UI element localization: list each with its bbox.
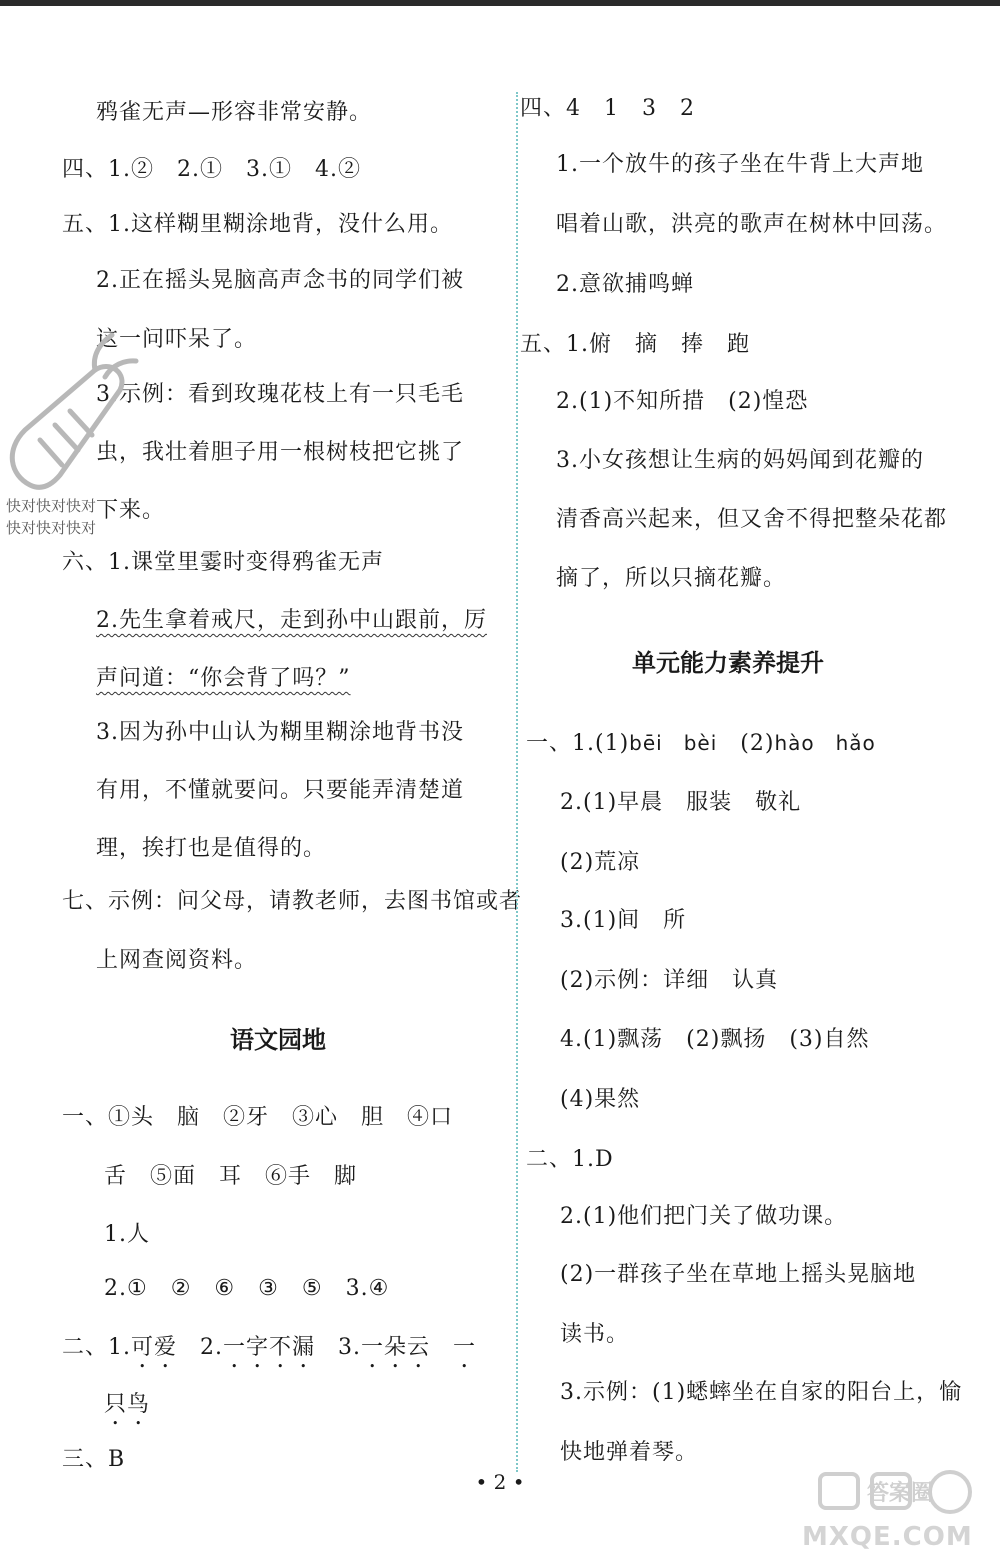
- text-line: 上网查阅资料。: [96, 948, 258, 973]
- section-heading: 单元能力素养提升: [632, 649, 824, 677]
- text-line: 这一问吓呆了。: [96, 327, 258, 352]
- carrot-watermark-icon: [0, 325, 140, 505]
- line-number: (2): [717, 731, 775, 756]
- pinyin-pair: bēi bèi: [629, 731, 718, 755]
- dotted-word: 一字不漏: [223, 1335, 316, 1360]
- text-line: 3.示例：(1)蟋蟀坐在自家的阳台上，愉: [560, 1380, 963, 1405]
- text-line: 4.(1)飘荡 (2)飘扬 (3)自然: [560, 1027, 870, 1052]
- text-line: 一、①头 脑 ②牙 ③心 胆 ④口: [62, 1105, 454, 1130]
- dotted-word: 一: [430, 1335, 477, 1360]
- section-heading: 语文园地: [230, 1026, 326, 1054]
- text-line: 鸦雀无声—形容非常安静。: [96, 100, 373, 125]
- watermark-text: 快对快对快对: [6, 497, 97, 515]
- page-number: • 2 •: [475, 1470, 525, 1494]
- text-line: 2.① ② ⑥ ③ ⑤ 3.④: [104, 1276, 390, 1301]
- brand-logo-text: 答案圈: [866, 1481, 934, 1506]
- text-line: 2.(1)早晨 服装 敬礼: [560, 790, 802, 815]
- line-prefix: 一、1.(1): [526, 731, 630, 756]
- text-line: 理，挨打也是值得的。: [96, 836, 327, 861]
- dotted-word: 一朵云: [361, 1335, 431, 1360]
- pinyin-pair: hào hǎo: [774, 731, 876, 755]
- text-line: 唱着山歌，洪亮的歌声在树林中回荡。: [556, 212, 948, 237]
- text-line: 四、1.② 2.① 3.① 4.②: [62, 157, 361, 182]
- text-line: 四、4 1 3 2: [520, 96, 695, 121]
- brand-url: MXQE.COM: [802, 1522, 973, 1552]
- text-line: 快地弹着琴。: [560, 1440, 699, 1465]
- text-line: 舌 ⑤面 耳 ⑥手 脚: [104, 1164, 358, 1189]
- dotted-word: 只鸟: [104, 1392, 151, 1417]
- text-line: 五、1.这样糊里糊涂地背，没什么用。: [62, 212, 453, 237]
- text-line: 三、B: [62, 1447, 126, 1472]
- text-line: 六、1.课堂里霎时变得鸦雀无声: [62, 550, 384, 575]
- text-line: [62, 1333, 476, 1373]
- text-line: 3.因为孙中山认为糊里糊涂地背书没: [96, 720, 464, 745]
- text-line: 1.一个放牛的孩子坐在牛背上大声地: [556, 152, 924, 177]
- text-line: 摘了，所以只摘花瓣。: [556, 566, 787, 591]
- text-line: 3.小女孩想让生病的妈妈闻到花瓣的: [556, 448, 924, 473]
- underlined-sentence: 2.先生拿着戒尺，走到孙中山跟前，厉: [96, 608, 487, 633]
- text-line: 2.正在摇头晃脑高声念书的同学们被: [96, 268, 464, 293]
- underlined-sentence: 声问道：“你会背了吗？”: [96, 666, 351, 691]
- text-line: (4)果然: [560, 1087, 641, 1112]
- text-line: 3.示例：看到玫瑰花枝上有一只毛毛: [96, 382, 464, 407]
- text-line: 二、1.D: [526, 1147, 614, 1172]
- text-line: 七、示例：问父母，请教老师，去图书馆或者: [62, 889, 523, 914]
- text-line: 2.(1)不知所措 (2)惶恐: [556, 389, 809, 414]
- text-line: 2.意欲捕鸣蝉: [556, 272, 694, 297]
- text-line: (2)示例：详细 认真: [560, 968, 779, 993]
- watermark-text: 快对快对快对: [6, 519, 97, 537]
- text-line: 下来。: [96, 498, 166, 523]
- text-line: (2)一群孩子坐在草地上摇头晃脑地: [560, 1262, 917, 1287]
- dotted-word: 可爱: [131, 1335, 178, 1360]
- line-number: 3.: [315, 1335, 362, 1360]
- text-line: 3.(1)间 所: [560, 908, 687, 933]
- text-line: 清香高兴起来，但又舍不得把整朵花都: [556, 507, 948, 532]
- text-line: 虫，我壮着胆子用一根树枝把它挑了: [96, 440, 465, 465]
- text-line: [526, 728, 876, 759]
- text-line: 1.人: [104, 1222, 150, 1247]
- text-line: 五、1.俯 摘 捧 跑: [520, 332, 750, 357]
- column-divider: [516, 92, 518, 1472]
- text-line: 有用，不懂就要问。只要能弄清楚道: [96, 778, 465, 803]
- line-number: 2.: [177, 1335, 224, 1360]
- text-line: (2)荒凉: [560, 850, 641, 875]
- text-line: 读书。: [560, 1322, 630, 1347]
- top-border: [0, 0, 1000, 6]
- line-prefix: 二、1.: [62, 1335, 131, 1360]
- text-line: 2.(1)他们把门关了做功课。: [560, 1204, 848, 1229]
